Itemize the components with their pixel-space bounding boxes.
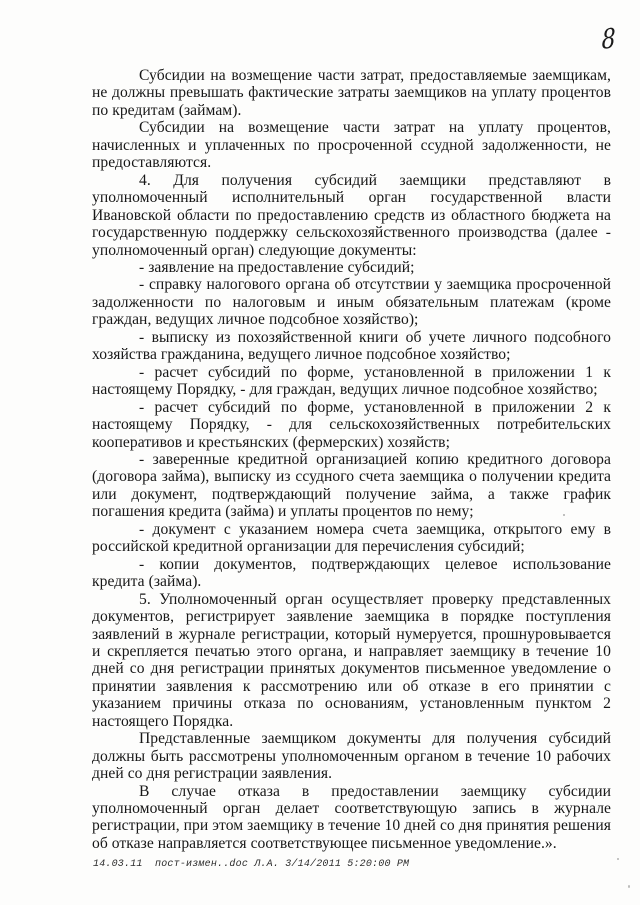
paragraph: - справку налогового органа об отсутствии у заемщика просроченной задолженности по налоговым и иным обязательным платежам (кроме граждан, ведущих личное подсобное хозяйство); [92,276,611,329]
paragraph: Представленные заемщиком документы для получения субсидий должны быть рассмотрены уполномоченным органом в течение 10 рабочих дней со дня регистрации заявления. [92,730,611,783]
paragraph: - копии документов, подтверждающих целевое использование кредита (займа). [92,555,611,591]
paragraph: - расчет субсидий по форме, установленной в приложении 2 к настоящему Порядку, - для сельскохозяйственных потребительских кооперативов и крестьянских (фермерских) хозяйств; [92,398,611,451]
scan-speck [617,858,619,860]
paragraph: 5. Уполномоченный орган осуществляет проверку представленных документов, регистрирует заявление заемщика в порядке поступления заявлений в журнале регистрации, который нумеруется, прошнуровывается и скрепляется печатью этого органа, и направляет заемщику в течение 10 дней со дня регистрации принятых документов письменное уведомление о принятии заявления к рассмотрению или об отказе в его принятии с указанием причины отказа по основаниям, установленным пунктом 2 настоящего Порядка. [92,590,611,730]
paragraph: Субсидии на возмещение части затрат на уплату процентов, начисленных и уплаченных по просроченной ссудной задолженности, не предоставляются. [92,119,611,172]
scan-speck [628,885,630,888]
paragraph: - документ с указанием номера счета заемщика, открытого ему в российской кредитной организации для перечисления субсидий; [92,520,611,556]
paragraph: - расчет субсидий по форме, установленной в приложении 1 к настоящему Порядку, - для граждан, ведущих личное подсобное хозяйство; [92,363,611,399]
document-body [92,67,611,857]
paragraph: - выписку из похозяйственной книги об учете личного подсобного хозяйства гражданина, ведущего личное подсобное хозяйство; [92,328,611,364]
paragraph: - заявление на предоставление субсидий; [139,258,415,276]
paragraph: В случае отказа в предоставлении заемщику субсидии уполномоченный орган делает соответствующую запись в журнале регистрации, при этом заемщику в течение 10 дней со дня принятия решения об отказе направляется соответствующее письменное уведомление.». [92,782,611,852]
footer-note: 14.03.11 пост-измен..doc Л.А. 3/14/2011 5:20:00 PM [93,859,410,870]
paragraph: - заверенные кредитной организацией копию кредитного договора (договора займа), выписку из ссудного счета заемщика о получении кредита или документ, подтверждающий получение займа, а также график погашения кредита (займа) и уплаты процентов по нему; [92,450,611,521]
paragraph: Субсидии на возмещение части затрат, предоставляемые заемщикам, не должны превышать фактические затраты заемщиков на уплату процентов по кредитам (займам). [92,67,611,119]
scan-speck [563,514,565,516]
paragraph: 4. Для получения субсидий заемщики представляют в уполномоченный исполнительный орган государственной власти Ивановской области по предоставлению средств из областного бюджета на государственную поддержку сельскохозяйственного производства (далее - уполномоченный орган) следующие документы: [92,171,611,259]
handwritten-page-number: 8 [601,23,616,56]
